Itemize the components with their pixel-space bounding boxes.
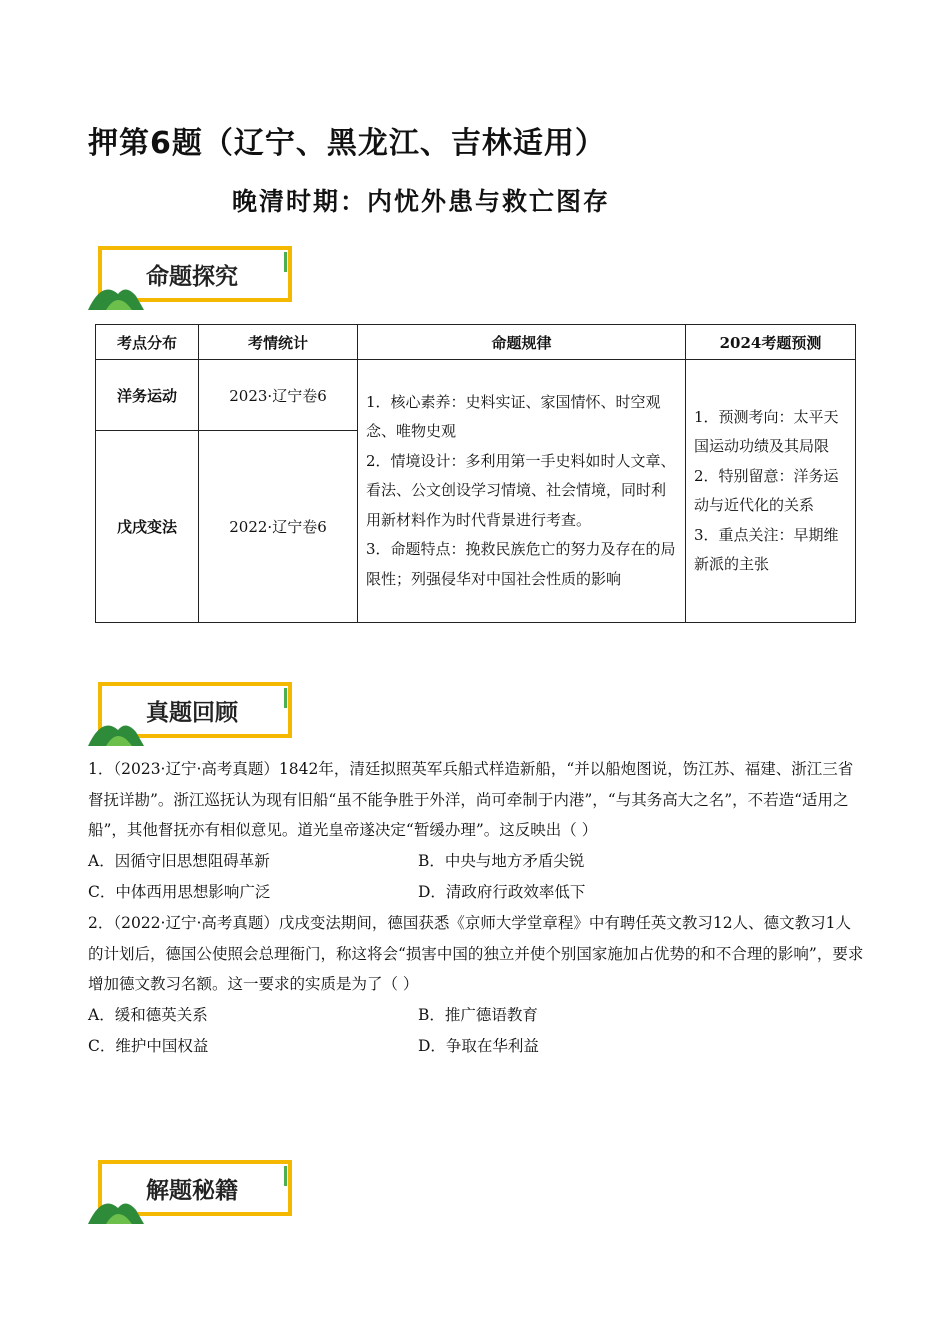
table-header: 考情统计 (199, 325, 358, 360)
option-d: D．争取在华利益 (418, 1036, 539, 1055)
option-d: D．清政府行政效率低下 (418, 882, 586, 901)
topic-cell: 洋务运动 (96, 360, 199, 431)
prediction-item: 1．预测考向：太平天国运动功绩及其局限 (694, 407, 839, 455)
hills-icon (88, 710, 148, 746)
hills-icon (88, 1188, 148, 1224)
accent-mark (284, 688, 287, 708)
question-stem: 2．（2022·辽宁·高考真题）戊戌变法期间，德国获悉《京师大学堂章程》中有聘任英文教习12人、德文教习1人的计划后，德国公使照会总理衙门，称这将会“损害中国的独立并使个别国家施加占优势的和不合理的影响”，要求增加德文教习名额。这一要求的实质是为了（ ） (88, 914, 864, 993)
stat-cell: 2023·辽宁卷6 (199, 360, 358, 431)
page-subtitle: 晚清时期：内忧外患与救亡图存 (232, 187, 611, 216)
option-c: C．维护中国权益 (88, 1036, 209, 1055)
section-label: 真题回顾 (146, 700, 238, 726)
rules-cell (358, 360, 686, 623)
stat-cell: 2022·辽宁卷6 (199, 431, 358, 623)
question-stem: 1．（2023·辽宁·高考真题）1842年，清廷拟照英军兵船式样造新船，“并以船炮图说，饬江苏、福建、浙江三省督抚详勘”。浙江巡抚认为现有旧船“虽不能争胜于外洋，尚可牵制于内港”，“与其务高大之名”，不若造“适用之船”，其他督抚亦有相似意见。道光皇帝遂决定“暂缓办理”。这反映出（ ） (88, 760, 854, 839)
page-title: 押第6题（辽宁、黑龙江、吉林适用） (88, 126, 606, 161)
option-a: A．因循守旧思想阻碍革新 (88, 851, 270, 870)
section-label: 命题探究 (146, 264, 238, 290)
table-header: 考点分布 (96, 325, 199, 360)
rule-item: 1．核心素养：史料实证、家国情怀、时空观念、唯物史观 (366, 392, 661, 441)
section-banner-review (88, 682, 298, 746)
option-b: B．中央与地方矛盾尖锐 (418, 851, 585, 870)
accent-mark (284, 1166, 287, 1186)
option-b: B．推广德语教育 (418, 1005, 538, 1024)
section-banner-secrets (88, 1160, 298, 1224)
exam-analysis-table (95, 324, 856, 623)
question-1 (88, 754, 864, 908)
rule-item: 3．命题特点：挽救民族危亡的努力及存在的局限性；列强侵华对中国社会性质的影响 (366, 540, 676, 588)
section-label: 解题秘籍 (146, 1178, 238, 1204)
section-banner-explore (88, 246, 298, 310)
prediction-item: 3．重点关注：早期维新派的主张 (694, 525, 839, 573)
option-c: C．中体西用思想影响广泛 (88, 882, 271, 901)
hills-icon (88, 274, 148, 310)
table-header: 2024考题预测 (686, 325, 856, 360)
option-a: A．缓和德英关系 (88, 1005, 208, 1024)
table-header: 命题规律 (358, 325, 686, 360)
topic-cell: 戊戌变法 (96, 431, 199, 623)
prediction-item: 2．特别留意：洋务运动与近代化的关系 (694, 466, 839, 514)
question-2 (88, 908, 864, 1062)
accent-mark (284, 252, 287, 272)
prediction-cell (686, 360, 856, 623)
rule-item: 2．情境设计：多利用第一手史料如时人文章、看法、公文创设学习情境、社会情境，同时利用新材料作为时代背景进行考查。 (366, 451, 676, 529)
